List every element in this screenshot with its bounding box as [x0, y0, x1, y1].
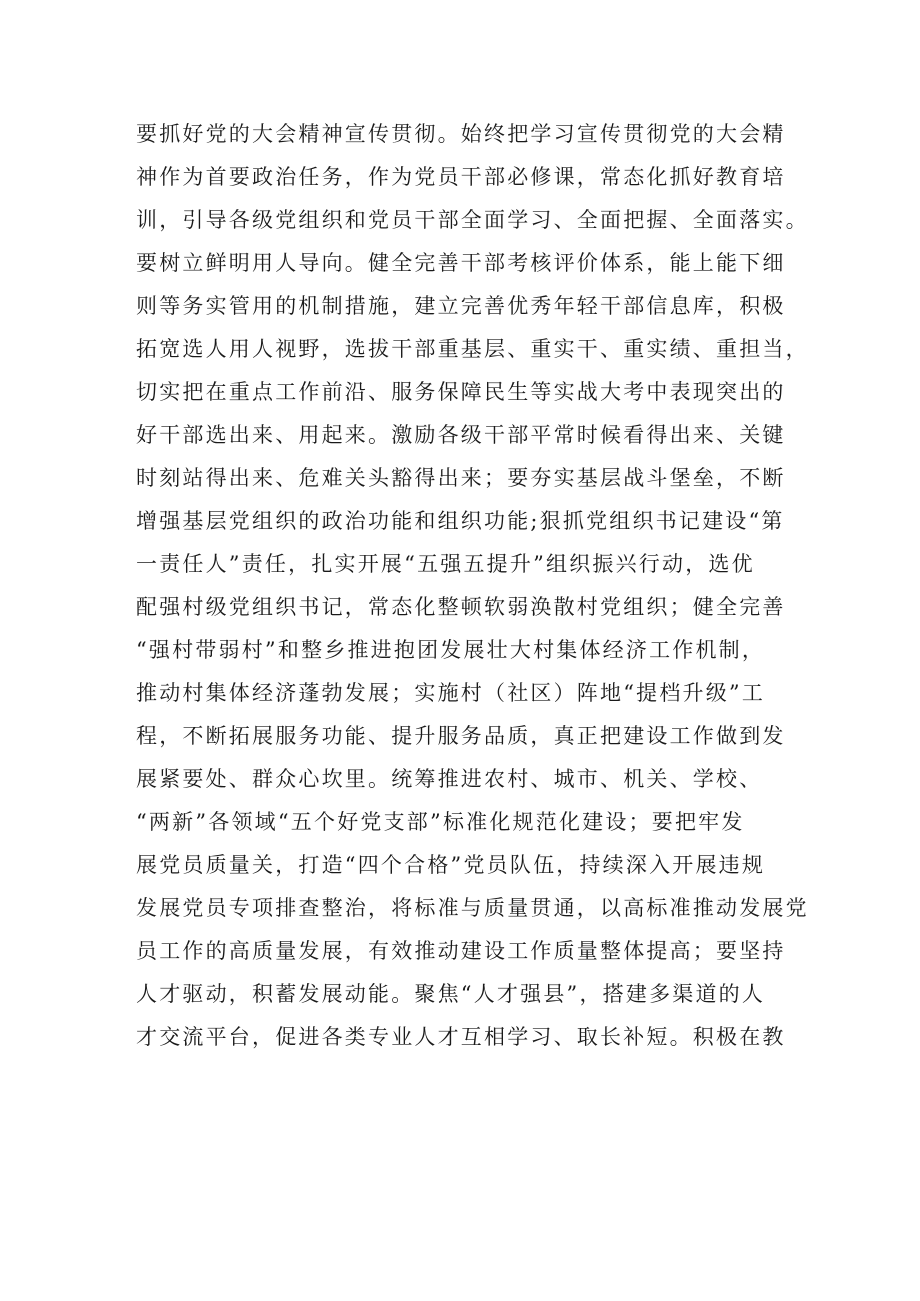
text-line-13: “强村带弱村”和整乡推进抱团发展壮大村集体经济工作机制，: [136, 638, 766, 662]
text-line-12: 配强村级党组织书记，常态化整顿软弱涣散村党组织；健全完善: [136, 595, 786, 619]
text-line-4: 要树立鲜明用人导向。健全完善干部考核评价体系，能上能下细: [136, 251, 786, 275]
text-line-11: 一责任人”责任，扎实开展“五强五提升”组织振兴行动，选优: [136, 552, 755, 576]
text-line-22: 才交流平台，促进各类专业人才互相学习、取长补短。积极在教: [136, 1025, 786, 1049]
text-line-5: 则等务实管用的机制措施，建立完善优秀年轻干部信息库，积极: [136, 294, 786, 318]
text-line-15: 程，不断拓展服务功能、提升服务品质，真正把建设工作做到发: [136, 724, 786, 748]
text-line-8: 好干部选出来、用起来。激励各级干部平常时候看得出来、关键: [136, 423, 786, 447]
body-text: [136, 113, 809, 1059]
text-line-7: 切实把在重点工作前沿、服务保障民生等实战大考中表现突出的: [136, 380, 786, 404]
text-line-14: 推动村集体经济蓬勃发展；实施村（社区）阵地“提档升级”工: [136, 681, 766, 705]
text-line-17: “两新”各领域“五个好党支部”标准化规范化建设；要把牢发: [136, 810, 745, 834]
text-line-6: 拓宽选人用人视野，选拔干部重基层、重实干、重实绩、重担当，: [136, 337, 809, 361]
text-line-3: 训，引导各级党组织和党员干部全面学习、全面把握、全面落实。: [136, 208, 809, 232]
text-line-19: 发展党员专项排查整治，将标准与质量贯通，以高标准推动发展党: [136, 896, 809, 920]
text-line-2: 神作为首要政治任务，作为党员干部必修课，常态化抓好教育培: [136, 165, 786, 189]
text-line-20: 员工作的高质量发展，有效推动建设工作质量整体提高；要坚持: [136, 939, 786, 963]
text-line-16: 展紧要处、群众心坎里。统筹推进农村、城市、机关、学校、: [136, 767, 763, 791]
text-line-9: 时刻站得出来、危难关头豁得出来；要夯实基层战斗堡垒，不断: [136, 466, 786, 490]
text-line-10: 增强基层党组织的政治功能和组织功能;狠抓党组织书记建设“第: [136, 509, 785, 533]
text-line-21: 人才驱动，积蓄发展动能。聚焦“人才强县”，搭建多渠道的人: [136, 982, 766, 1006]
text-line-18: 展党员质量关，打造“四个合格”党员队伍，持续深入开展违规: [136, 853, 766, 877]
text-line-1: 要抓好党的大会精神宣传贯彻。始终把学习宣传贯彻党的大会精: [136, 122, 786, 146]
